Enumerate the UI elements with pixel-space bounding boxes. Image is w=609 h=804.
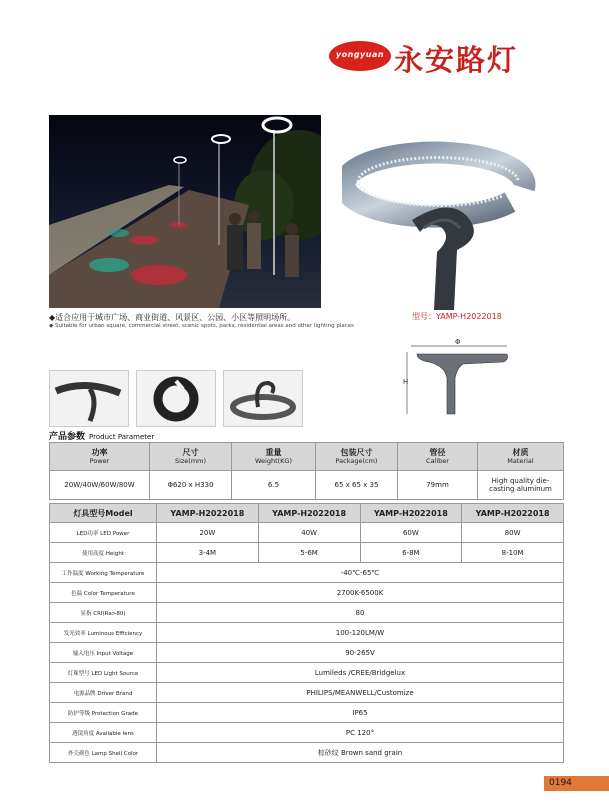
table-row — [50, 723, 564, 743]
row-label: 发光效率 Luminous Efficiency — [50, 623, 157, 643]
row-label: 显指 CRI(Ra>80) — [50, 603, 157, 623]
spec-header-material: 材质 Material — [478, 443, 564, 471]
table-row — [50, 663, 564, 683]
led-power-40: 40W — [258, 523, 360, 543]
param-title-en: Product Parameter — [89, 433, 155, 441]
spec-caliber: 79mm — [398, 471, 478, 500]
row-label: 外壳颜色 Lamp Shell Color — [50, 743, 157, 763]
param-title-zh: 产品参数 — [49, 432, 86, 442]
spec-header-power: 功率 Power — [50, 443, 150, 471]
thumbnail-side-view — [49, 370, 129, 427]
spec-table — [49, 442, 564, 500]
spec-size: Φ620 x H330 — [150, 471, 232, 500]
spec-table-header — [50, 443, 564, 471]
product-image — [342, 140, 552, 310]
street-scene-photo — [49, 115, 321, 308]
spec-header-size: 尺寸 Size(mm) — [150, 443, 232, 471]
row-value: PHILIPS/MEANWELL/Customize — [157, 683, 564, 703]
table-row — [50, 643, 564, 663]
table-row — [50, 523, 564, 543]
row-value: 棕砂纹 Brown sand grain — [157, 743, 564, 763]
row-label: 使用高度 Height — [50, 543, 157, 563]
led-power-20: 20W — [157, 523, 259, 543]
detail-table — [49, 503, 564, 763]
table-row — [50, 543, 564, 563]
height-3: 6-8M — [360, 543, 462, 563]
table-row — [50, 623, 564, 643]
led-power-80: 80W — [462, 523, 564, 543]
row-value: Lumileds /CREE/Bridgelux — [157, 663, 564, 683]
height-1: 3-4M — [157, 543, 259, 563]
spec-header-package: 包装尺寸 Package(cm) — [316, 443, 398, 471]
spec-header-caliber: 管径 Caliber — [398, 443, 478, 471]
spec-header-weight: 重量 Weight(KG) — [232, 443, 316, 471]
row-value: IP65 — [157, 703, 564, 723]
usage-caption-en: ◆ Suitable for urban square, commercial street, scenic spots, parks, residential areas and other lighting places — [49, 323, 355, 329]
height-label: H — [403, 378, 409, 386]
detail-header-model-2: YAMP-H2022018 — [258, 504, 360, 523]
row-label: LED功率 LED Power — [50, 523, 157, 543]
spec-power: 20W/40W/60W/80W — [50, 471, 150, 500]
spec-table-row — [50, 471, 564, 500]
row-value: 100-120LM/W — [157, 623, 564, 643]
row-value: 90-265V — [157, 643, 564, 663]
thumbnail-ring-view — [136, 370, 216, 427]
model-label: 型号：YAMP-H2022018 — [412, 312, 502, 321]
row-value: -40℃-65℃ — [157, 563, 564, 583]
detail-header-model: 灯具型号Model — [50, 504, 157, 523]
brand-logo-text: yongyuan — [335, 50, 385, 59]
table-row — [50, 583, 564, 603]
dimension-drawing — [403, 338, 515, 418]
diameter-label: Φ — [455, 338, 461, 346]
table-row — [50, 563, 564, 583]
row-label: 工作温度 Working Temperature — [50, 563, 157, 583]
detail-table-header — [50, 504, 564, 523]
row-label: 透镜角度 Available lens — [50, 723, 157, 743]
height-4: 8-10M — [462, 543, 564, 563]
table-row — [50, 603, 564, 623]
spec-package: 65 x 65 x 35 — [316, 471, 398, 500]
table-row — [50, 683, 564, 703]
brand-title: 永安路灯 — [394, 43, 519, 77]
spec-material: High quality die-casting aluminum — [478, 471, 564, 500]
row-value: 80 — [157, 603, 564, 623]
detail-header-model-1: YAMP-H2022018 — [157, 504, 259, 523]
row-label: 灯珠型号 LED Light Source — [50, 663, 157, 683]
row-label: 输入电压 Input Voltage — [50, 643, 157, 663]
spec-weight: 6.5 — [232, 471, 316, 500]
row-label: 色温 Color Temperature — [50, 583, 157, 603]
table-row — [50, 703, 564, 723]
row-value: PC 120° — [157, 723, 564, 743]
page-number: 0194 — [544, 776, 609, 791]
row-label: 电源品牌 Driver Brand — [50, 683, 157, 703]
height-2: 5-6M — [258, 543, 360, 563]
product-parameter-title — [49, 429, 154, 442]
usage-caption-zh: ◆适合应用于城市广场、商业街道、风景区、公园、小区等照明场所。 — [49, 313, 296, 322]
detail-header-model-3: YAMP-H2022018 — [360, 504, 462, 523]
row-label: 防护等级 Protection Grade — [50, 703, 157, 723]
thumbnail-top-view — [223, 370, 303, 427]
led-power-60: 60W — [360, 523, 462, 543]
table-row — [50, 743, 564, 763]
row-value: 2700K-6500K — [157, 583, 564, 603]
detail-header-model-4: YAMP-H2022018 — [462, 504, 564, 523]
